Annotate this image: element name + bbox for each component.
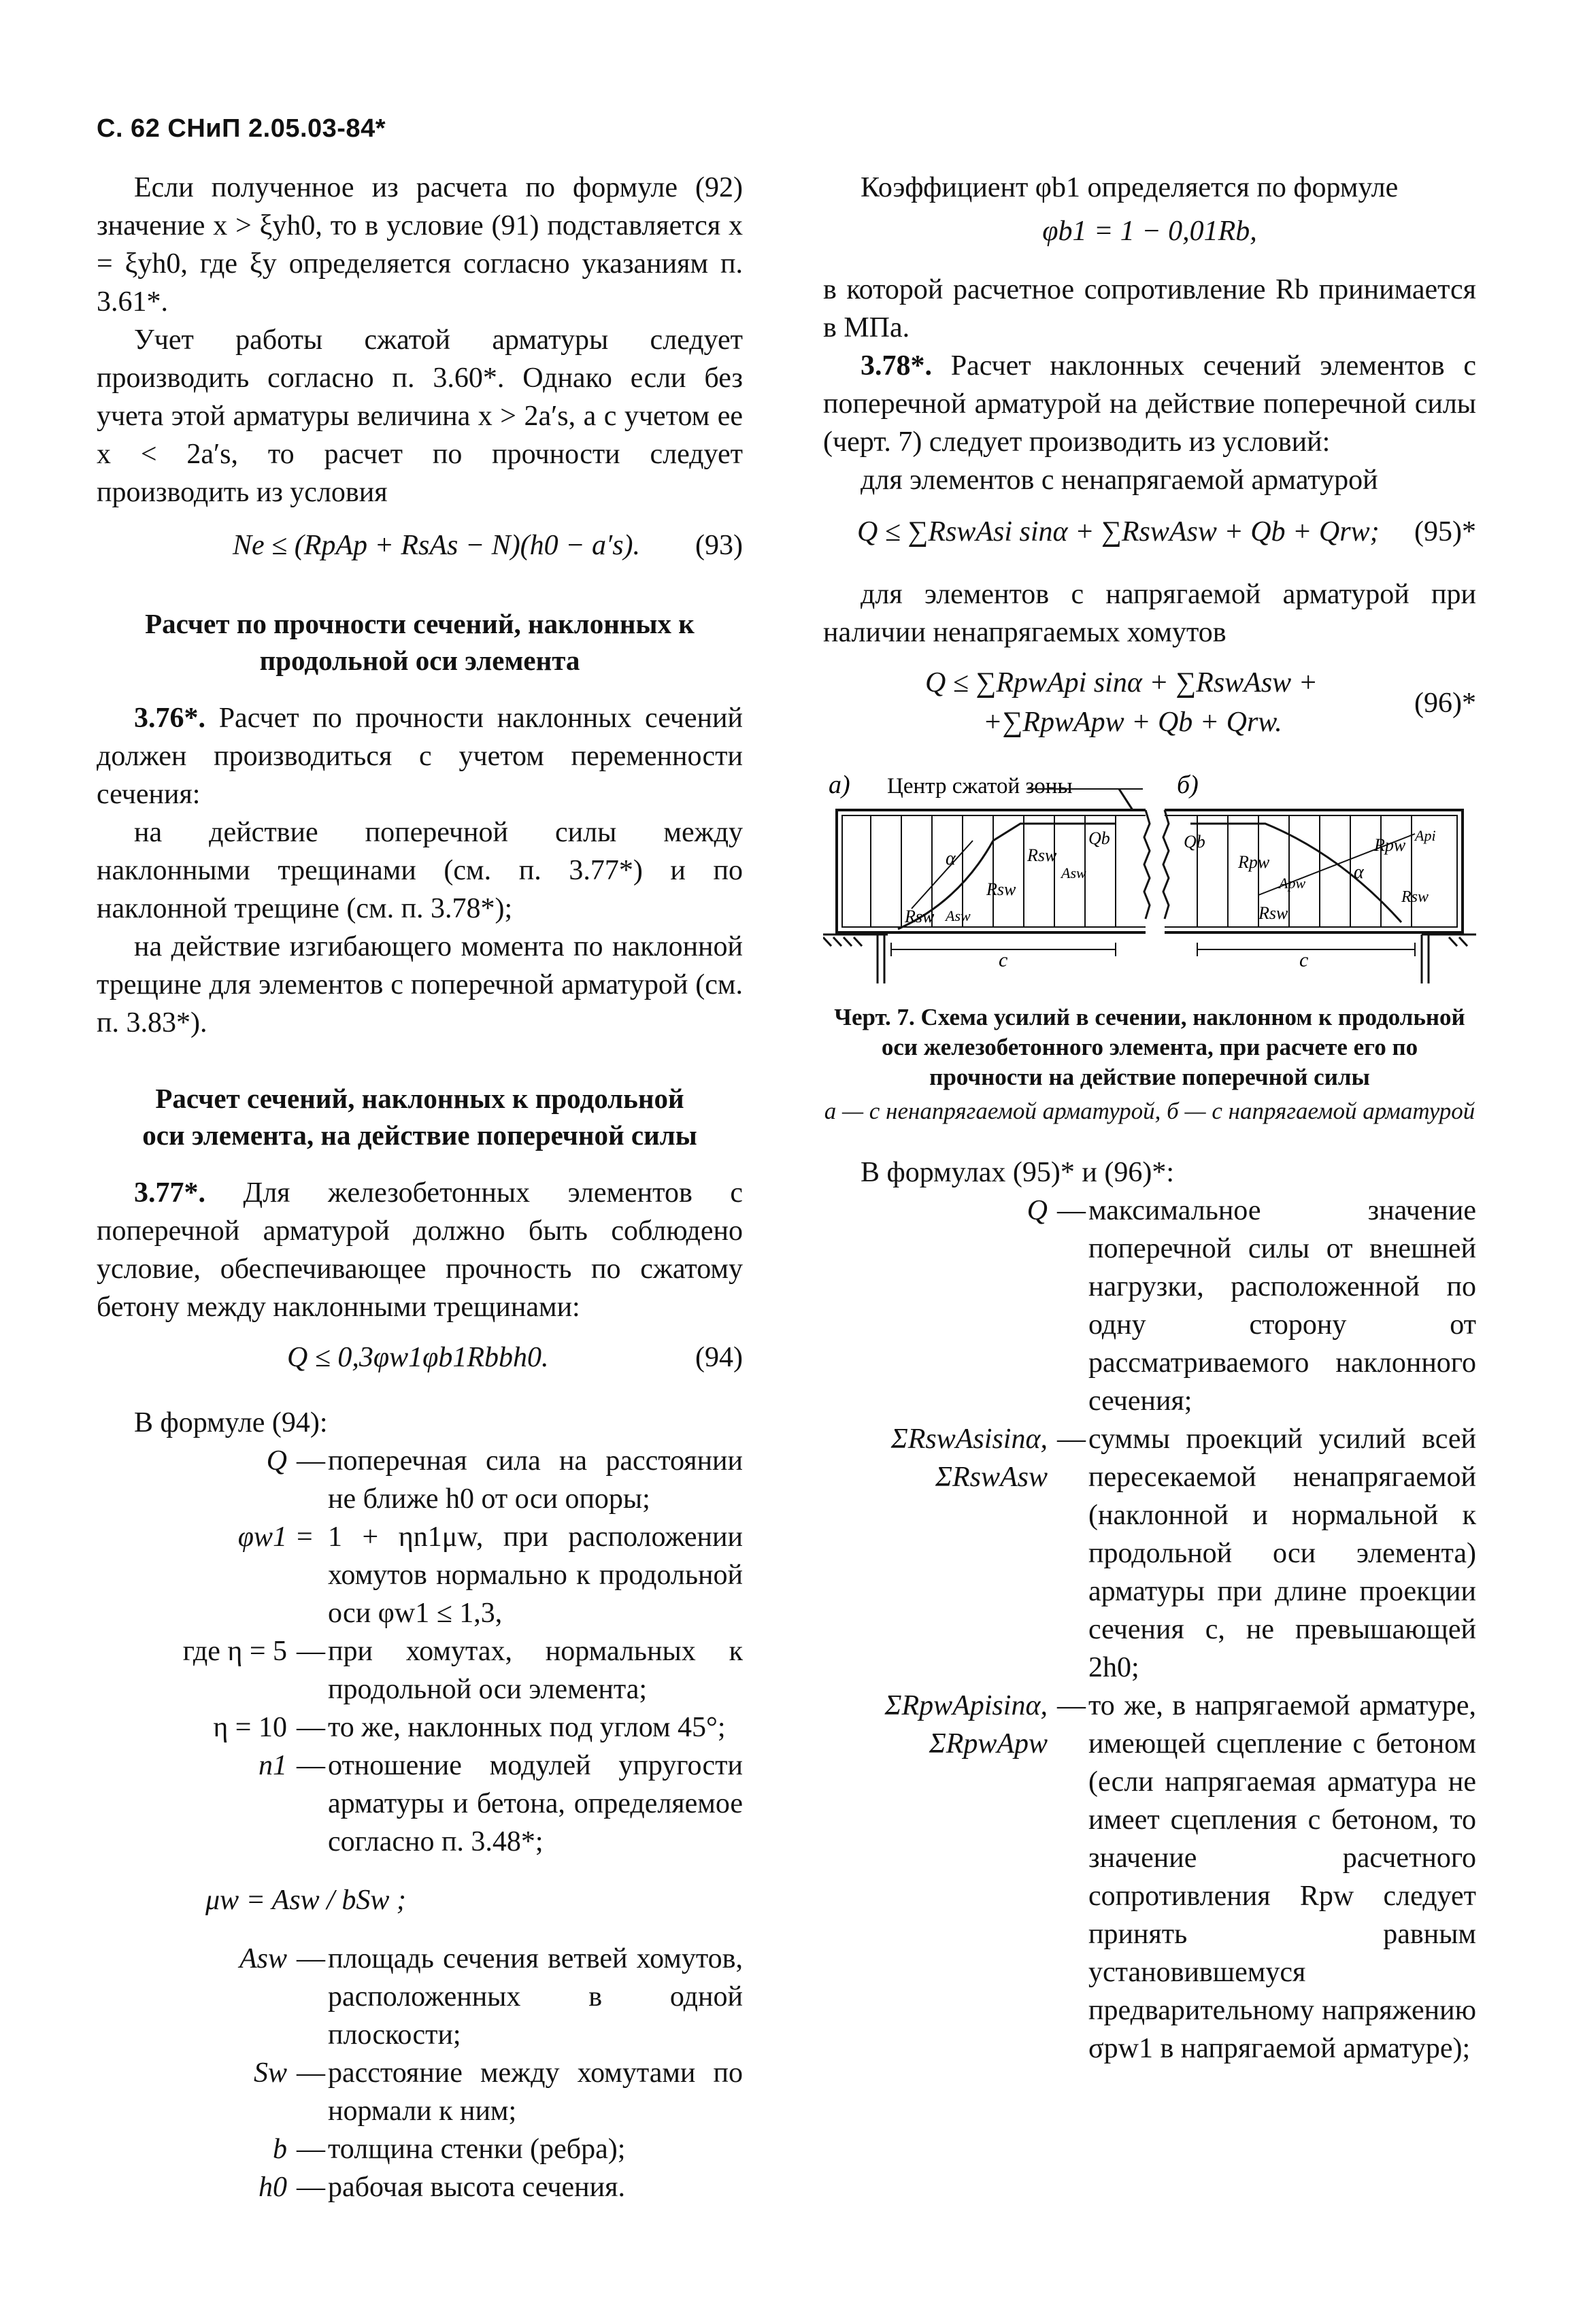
legend-list (97, 1442, 743, 1861)
legend-list-2 (97, 1940, 743, 2206)
figure-label-rsw: Rsw (1258, 903, 1288, 923)
legend-intro: В формуле (94): (134, 1407, 328, 1438)
paragraph: для элементов с ненапрягаемой арматурой (861, 465, 1378, 496)
left-column (97, 169, 743, 2206)
paragraph: на действие изгибающего момента по наклонной трещине для элементов с поперечной арматурой (см. п. 3.83*). (97, 931, 743, 1039)
paragraph: в которой расчетное сопротивление Rb принимается в МПа. (823, 274, 1476, 343)
legend-row: η = 10 — то же, наклонных под углом 45°; (213, 1712, 726, 1743)
figure-label-api: Api (1415, 827, 1436, 844)
legend-row: Asw — площадь сечения ветвей хомутов, расположенных в одной плоскости; (239, 1943, 743, 2051)
figure-caption-subtitle: а — с ненапрягаемой арматурой, б — с напрягаемой арматурой (824, 1098, 1475, 1124)
figure-label-a: а) (829, 771, 850, 799)
legend-row: b — толщина стенки (ребра); (273, 2134, 626, 2165)
section-heading: Расчет сечений, наклонных к продольной оси элемента, на действие поперечной силы (142, 1083, 697, 1151)
figure-label-b: б) (1177, 771, 1199, 799)
paragraph: 3.78*. Расчет наклонных сечений элементов с поперечной арматурой на действие поперечной силы (черт. 7) следует производить из условий: (823, 350, 1476, 458)
paragraph: Учет работы сжатой арматуры следует производить согласно п. 3.60*. Однако если без учета этой арматуры величина x > 2a′s, а с учетом ее x < 2a′s, то расчет по прочности следует производить из условия (97, 324, 743, 508)
paragraph: Коэффициент φb1 определяется по формуле (861, 172, 1399, 203)
legend-row: Q — поперечная сила на расстоянии не ближе h0 от оси опоры; (266, 1445, 743, 1515)
figure-label-alpha: α (1354, 862, 1364, 883)
figure-caption-title: Черт. 7. Схема усилий в сечении, наклонном к продольной оси железобетонного элемента, при расчете его по прочности на действие поперечной силы (834, 1004, 1465, 1090)
figure-label-asw: Asw (1061, 864, 1086, 881)
figure-label-alpha: α (946, 848, 956, 869)
legend-row: ΣRpwApisinα, ΣRpwApw — то же, в напрягаемой арматуре, имеющей сцепление с бетоном (если напрягаемая арматура не имеет сцепления с бетоном, то значение расчетного сопротивления Rpw следует принять равным установившемуся предварительному напряжению σpw1 в напрягаемой арматуре); (884, 1690, 1476, 2064)
formula-94: Q ≤ 0,3φw1φb1Rbbh0. (94) (287, 1342, 743, 1373)
paragraph: Если полученное из расчета по формуле (92) значение x > ξyh0, то в условие (91) подставляется x = ξyh0, где ξy определяется согласно указаниям п. 3.61*. (97, 172, 743, 318)
paragraph: для элементов с напрягаемой арматурой при наличии ненапрягаемых хомутов (823, 579, 1476, 648)
formula-96: Q ≤ ∑RpwApi sinα + ∑RswAsw + +∑RpwApw + Qb + Qrw. (96)* (925, 667, 1476, 738)
figure-label-rpw: Rpw (1374, 835, 1406, 855)
legend-row: ΣRswAsisinα, ΣRswAsw — суммы проекций усилий всей пересекаемой ненапрягаемой (наклонной и нормальной к продольной оси элемента) арматуры при длине проекции сечения c, не превышающей 2h0; (890, 1424, 1476, 1683)
figure-label-asw: Asw (946, 907, 971, 924)
legend-row: Q — максимальное значение поперечной силы от внешней нагрузки, расположенной по одну сторону от рассматриваемого наклонного сечения; (1027, 1195, 1476, 1417)
page-header: С. 62 СНиП 2.05.03-84* (97, 114, 386, 143)
legend-row: где η = 5 — при хомутах, нормальных к продольной оси элемента; (182, 1636, 743, 1705)
formula-phi-b1: φb1 = 1 − 0,01Rb, (1042, 216, 1257, 247)
formula-95: Q ≤ ∑RswAsi sinα + ∑RswAsw + Qb + Qrw; (95)* (857, 516, 1476, 548)
figure-label-qb: Qb (1088, 828, 1110, 848)
figure-label-rsw: Rsw (1401, 888, 1429, 906)
figure-7-diagram (823, 759, 1476, 983)
legend-row: Sw — расстояние между хомутами по нормали к ним; (253, 2057, 743, 2127)
section-heading: Расчет по прочности сечений, наклонных к продольной оси элемента (145, 608, 695, 676)
figure-label-apw: Apw (1279, 875, 1306, 892)
figure-label-rsw: Rsw (1027, 845, 1057, 865)
legend-row: n1 — отношение модулей упругости арматуры и бетона, определяемое согласно п. 3.48*; (258, 1750, 743, 1857)
paragraph: на действие поперечной силы между наклонными трещинами (см. п. 3.77*) и по наклонной трещине (см. п. 3.78*); (97, 817, 743, 924)
figure-label-rpw: Rpw (1238, 852, 1270, 872)
paragraph: 3.76*. Расчет по прочности наклонных сечений должен производиться с учетом переменности сечения: (97, 703, 743, 810)
paragraph: 3.77*. Для железобетонных элементов с поперечной арматурой должно быть соблюдено условие, обеспечивающее прочность по сжатому бетону между наклонными трещинами: (97, 1177, 743, 1323)
figure-label-c: c (1299, 949, 1309, 971)
legend-list (823, 1192, 1476, 2068)
legend-intro: В формулах (95)* и (96)*: (861, 1157, 1175, 1188)
legend-row: h0 — рабочая высота сечения. (258, 2172, 625, 2203)
right-column (823, 169, 1476, 2068)
formula-mu: μw = Asw / bSw ; (205, 1885, 406, 1916)
figure-label-qb: Qb (1184, 832, 1205, 852)
figure-label-center: Центр сжатой зоны (887, 774, 1073, 798)
figure-label-rsw: Rsw (905, 907, 935, 926)
legend-row: φw1 = 1 + ηn1μw, при расположении хомутов нормально к продольной оси φw1 ≤ 1,3, (237, 1521, 743, 1629)
figure-label-c: c (999, 949, 1008, 971)
figure-label-rsw: Rsw (986, 879, 1016, 899)
formula-93: Ne ≤ (RpAp + RsAs − N)(h0 − a′s). (93) (233, 530, 743, 561)
